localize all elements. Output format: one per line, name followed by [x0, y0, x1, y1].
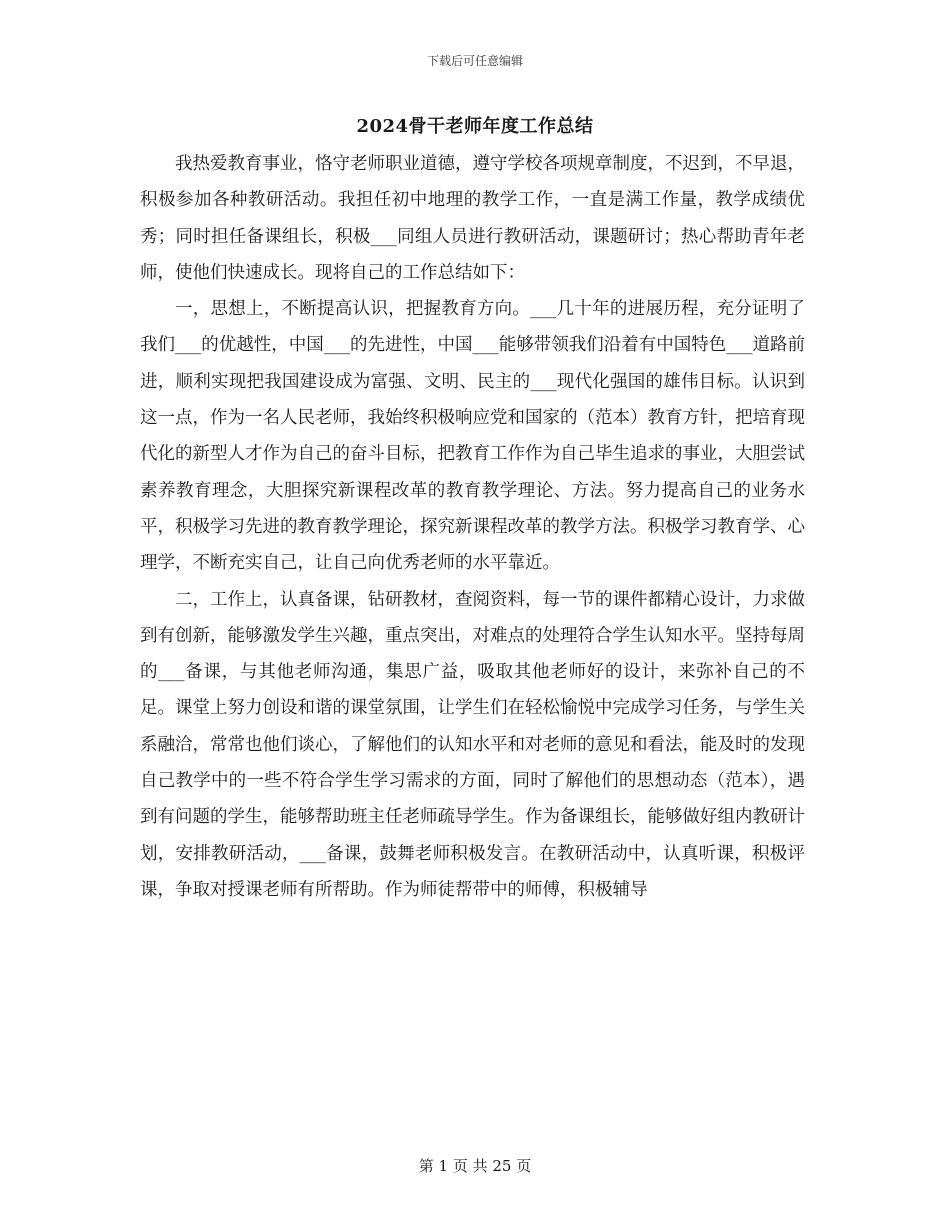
page-number: 第 1 页 共 25 页: [418, 1157, 532, 1175]
document-title: 2024骨干老师年度工作总结: [356, 116, 594, 137]
paragraph-ideology: 一，思想上，不断提高认识，把握教育方向。___几十年的进展历程，充分证明了我们___的优越性，中国___的先进性，中国___能够带领我们沿着有中国特色___道路前进，顺利实现把我国建设成为富强、文明、民主的___现代化强国的雄伟目标。认识到这一点，作为一名人民老师，我始终积极响应党和国家的（范本）教育方针，把培育现代化的新型人才作为自己的奋斗目标，把教育工作作为自己毕生追求的事业，大胆尝试素养教育理念，大胆探究新课程改革的教育教学理论、方法。努力提高自己的业务水平，积极学习先进的教育教学理论，探究新课程改革的教学方法。积极学习教育学、心理学，不断充实自己，让自己向优秀老师的水平靠近。: [140, 299, 805, 574]
paragraph-work: 二，工作上，认真备课，钻研教材，查阅资料，每一节的课件都精心设计，力求做到有创新，能够激发学生兴趣，重点突出，对难点的处理符合学生认知水平。坚持每周的___备课，与其他老师沟通，集思广益，吸取其他老师好的设计，来弥补自己的不足。课堂上努力创设和谐的课堂氛围，让学生们在轻松愉悦中完成学习任务，与学生关系融洽，常常也他们谈心，了解他们的认知水平和对老师的意见和看法，能及时的发现自己教学中的一些不符合学生学习需求的方面，同时了解他们的思想动态（范本），遇到有问题的学生，能够帮助班主任老师疏导学生。作为备课组长，能够做好组内教研计划，安排教研活动，___备课，鼓舞老师积极发言。在教研活动中，认真听课，积极评课，争取对授课老师有所帮助。作为师徒帮带中的师傅，积极辅导: [140, 589, 805, 900]
page-header-note: 下载后可任意编辑: [426, 54, 523, 68]
document-body: [140, 146, 805, 908]
paragraph-intro: 我热爱教育事业，恪守老师职业道德，遵守学校各项规章制度，不迟到，不早退，积极参加各种教研活动。我担任初中地理的教学工作，一直是满工作量，教学成绩优秀；同时担任备课组长，积极___同组人员进行教研活动，课题研讨；热心帮助青年老师，使他们快速成长。现将自己的工作总结如下：: [140, 154, 805, 283]
